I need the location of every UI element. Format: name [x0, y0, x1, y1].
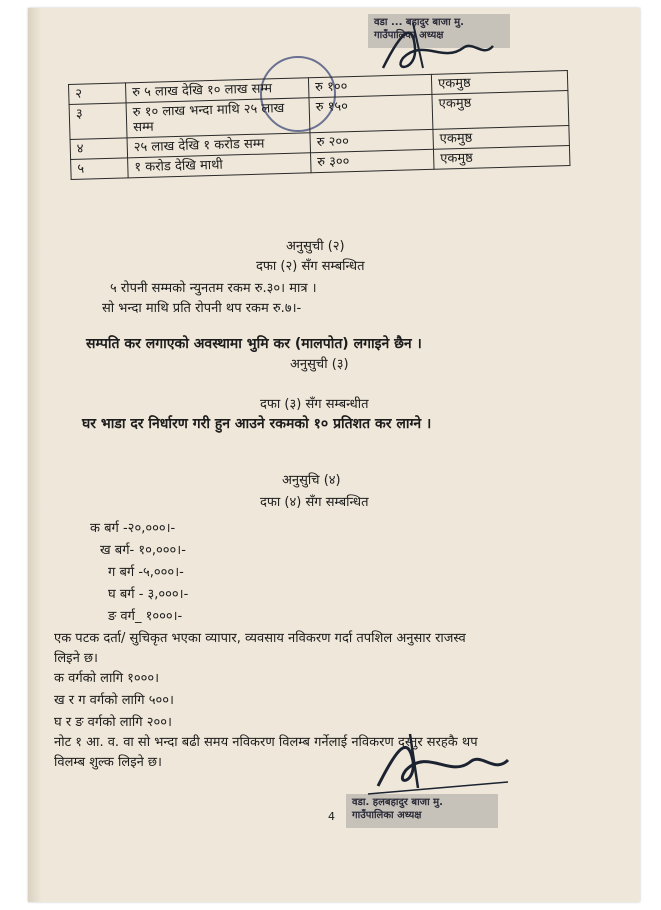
renewal-paragraph: एक पटक दर्ता/ सुचिकृत भएका व्यापार, व्यवसाय नविकरण गर्दा तपशिल अनुसार राजस्व: [54, 631, 466, 646]
class-ga: ग बर्ग -५,०००।-: [108, 565, 184, 580]
official-stamp-top: वडा ... बहादुर बाजा मु. गाउँपालिका अध्यक्ष: [368, 14, 510, 48]
schedule3-line1: घर भाडा दर निर्धारण गरी हुन आउने रकमको १० प्रतिशत कर लाग्ने ।: [82, 416, 432, 432]
page-shadow: [28, 8, 42, 902]
late-fee-note-end: विलम्ब शुल्क लिइने छ।: [54, 755, 162, 770]
table-row: २ रु ५ लाख देखि १० लाख सम्म रु १०० एकमुष्ठ: [69, 71, 568, 105]
renewal-gha-nga: घ र ङ वर्गको लागि २००।: [54, 715, 172, 730]
schedule2-note: सम्पति कर लगाएको अवस्थामा भुमि कर (मालपोत) लगाइने छैन ।: [86, 336, 422, 352]
renewal-ka: क वर्गको लागि १०००।: [54, 671, 160, 686]
renewal-kha-ga: ख र ग वर्गको लागि ५००।: [54, 693, 174, 708]
schedule2-heading: अनुसुची (२): [286, 239, 345, 254]
class-nga: ङ वर्ग_ १०००।-: [108, 609, 183, 624]
class-ka: क बर्ग -२०,०००।-: [90, 521, 176, 536]
table-row: ३ रु १० लाख भन्दा माथि २५ लाख सम्म रु १५० एकमुष्ठ: [69, 91, 569, 140]
schedule2-subheading: दफा (२) सँग सम्बन्धित: [256, 259, 365, 274]
class-kha: ख बर्ग- १०,०००।-: [100, 543, 186, 558]
signature-bottom: [358, 726, 518, 796]
schedule2-line1: ५ रोपनी सम्मको न्युनतम रकम रु.३०। मात्र ।: [110, 281, 317, 296]
renewal-paragraph-end: लिइने छ।: [54, 651, 98, 666]
table-row: ५ १ करोड देखि माथी रु ३०० एकमुष्ठ: [71, 146, 570, 180]
signature-top: [353, 18, 503, 78]
late-fee-note: नोट १ आ. व. वा सो भन्दा बढी समय नविकरण विलम्ब गर्नेलाई नविकरण दस्तुर सरहकै थप: [54, 735, 478, 750]
schedule4-subheading: दफा (४) सँग सम्बन्धित: [260, 495, 369, 510]
official-stamp-bottom: वडा. हलबहादुर बाजा मु. गाउँपालिका अध्यक्ष: [346, 794, 498, 828]
class-gha: घ बर्ग - ३,०००।-: [108, 587, 189, 602]
table-row: ४ २५ लाख देखि १ करोड सम्म रु २०० एकमुष्ठ: [70, 126, 569, 160]
page-number: 4: [328, 810, 335, 823]
schedule4-heading: अनुसुचि (४): [282, 473, 341, 488]
schedule3-heading: अनुसुची (३): [290, 357, 349, 372]
schedule3-subheading: दफा (३) सँग सम्बन्धीत: [260, 397, 369, 412]
document-page: [28, 8, 640, 902]
schedule2-line2: सो भन्दा माथि प्रति रोपनी थप रकम रु.७।-: [102, 301, 302, 316]
fee-table: [68, 70, 570, 180]
